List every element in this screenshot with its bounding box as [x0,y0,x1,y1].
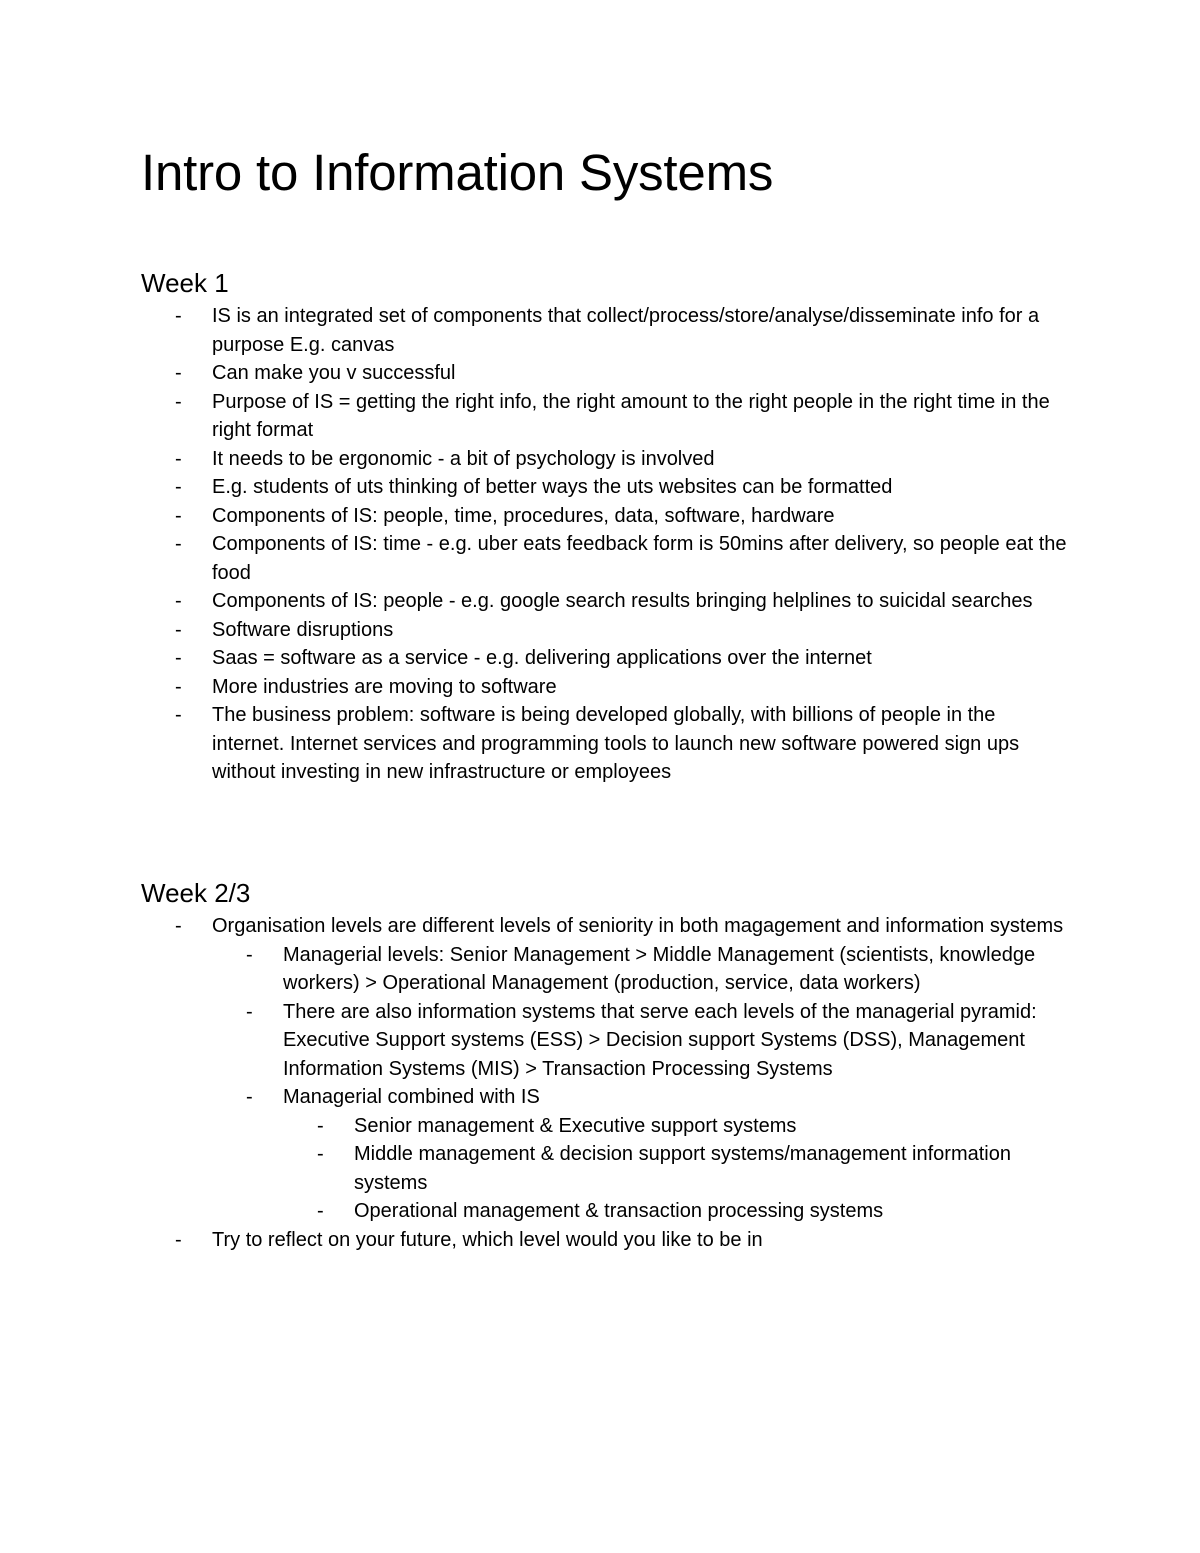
list-item [141,912,1071,1226]
list-item [212,1083,1071,1226]
list-item-text: IS is an integrated set of components that collect/process/store/analyse/disseminate info for a purpose E.g. canvas [212,305,1040,356]
list-item-text: Components of IS: time - e.g. uber eats feedback form is 50mins after delivery, so people eat the food [212,533,1067,584]
dash-bullet-icon: - [246,1086,253,1108]
nested-bullet-list [212,941,1071,1226]
dash-bullet-icon: - [175,915,182,937]
dash-bullet-icon: - [317,1114,324,1137]
dash-bullet-icon: - [246,943,253,966]
bullet-list [141,912,1071,1254]
dash-bullet-icon: - [175,362,182,384]
dash-bullet-icon: - [175,1228,182,1251]
list-item [141,359,1071,388]
list-item-text: Organisation levels are different levels of seniority in both magagement and information systems [212,915,1064,937]
section-heading: Week 2/3 [141,878,251,908]
list-item [212,941,1071,998]
dash-bullet-icon: - [317,1143,324,1165]
dash-bullet-icon: - [175,533,182,555]
list-item [141,302,1071,359]
dash-bullet-icon: - [175,704,182,726]
list-item-text: Senior management & Executive support systems [354,1114,797,1137]
list-item-text: It needs to be ergonomic - a bit of psychology is involved [212,447,715,470]
list-item-text: Managerial levels: Senior Management > Middle Management (scientists, knowledge workers) > Operational Management (production, service, data workers) [283,943,1036,994]
dash-bullet-icon: - [246,1000,253,1023]
section-week-2-3 [141,875,1071,1254]
list-item-text: Software disruptions [212,618,394,641]
dash-bullet-icon: - [175,647,182,669]
list-item [212,998,1071,1084]
list-item-text: More industries are moving to software [212,675,557,698]
list-item [141,388,1071,445]
dash-bullet-icon: - [175,618,182,641]
list-item-text: Saas = software as a service - e.g. delivering applications over the internet [212,647,872,669]
dash-bullet-icon: - [175,390,182,413]
section-week-1 [141,265,1071,787]
dash-bullet-icon: - [175,447,182,470]
dash-bullet-icon: - [175,305,182,327]
list-item-text: Try to reflect on your future, which level would you like to be in [212,1228,763,1251]
list-item-text: There are also information systems that serve each levels of the managerial pyramid: Executive Support systems (ESS) > Decision support Systems (DSS), Management Information Systems (MIS) > Transaction Processing Systems [283,1000,1037,1080]
list-item [141,644,1071,673]
list-item [141,530,1071,587]
list-item [141,701,1071,787]
dash-bullet-icon: - [175,504,182,527]
list-item [141,1226,1071,1255]
nested-bullet-list [283,1112,1071,1226]
bullet-list [141,302,1071,787]
list-item [141,473,1071,502]
list-item [141,502,1071,531]
list-item [141,445,1071,474]
list-item-text: The business problem: software is being developed globally, with billions of people in the internet. Internet services and programming tools to launch new software powered sign ups without investing in new infrastructure or employees [212,704,1020,783]
list-item [141,587,1071,616]
list-item-text: Middle management & decision support systems/management information systems [354,1143,1011,1194]
list-item-text: Managerial combined with IS [283,1086,540,1108]
list-item [141,616,1071,645]
section-heading: Week 1 [141,268,229,298]
list-item [141,673,1071,702]
dash-bullet-icon: - [175,476,182,498]
list-item-text: Components of IS: people - e.g. google search results bringing helplines to suicidal searches [212,590,1033,612]
list-item [283,1140,1071,1197]
list-item-text: Can make you v successful [212,362,456,384]
dash-bullet-icon: - [317,1200,324,1222]
list-item-text: Purpose of IS = getting the right info, the right amount to the right people in the right time in the right format [212,390,1050,441]
list-item-text: Operational management & transaction processing systems [354,1200,884,1222]
list-item [283,1112,1071,1141]
dash-bullet-icon: - [175,590,182,612]
list-item [283,1197,1071,1226]
dash-bullet-icon: - [175,675,182,698]
list-item-text: E.g. students of uts thinking of better ways the uts websites can be formatted [212,476,893,498]
document-title: Intro to Information Systems [141,144,774,201]
list-item-text: Components of IS: people, time, procedures, data, software, hardware [212,504,835,527]
